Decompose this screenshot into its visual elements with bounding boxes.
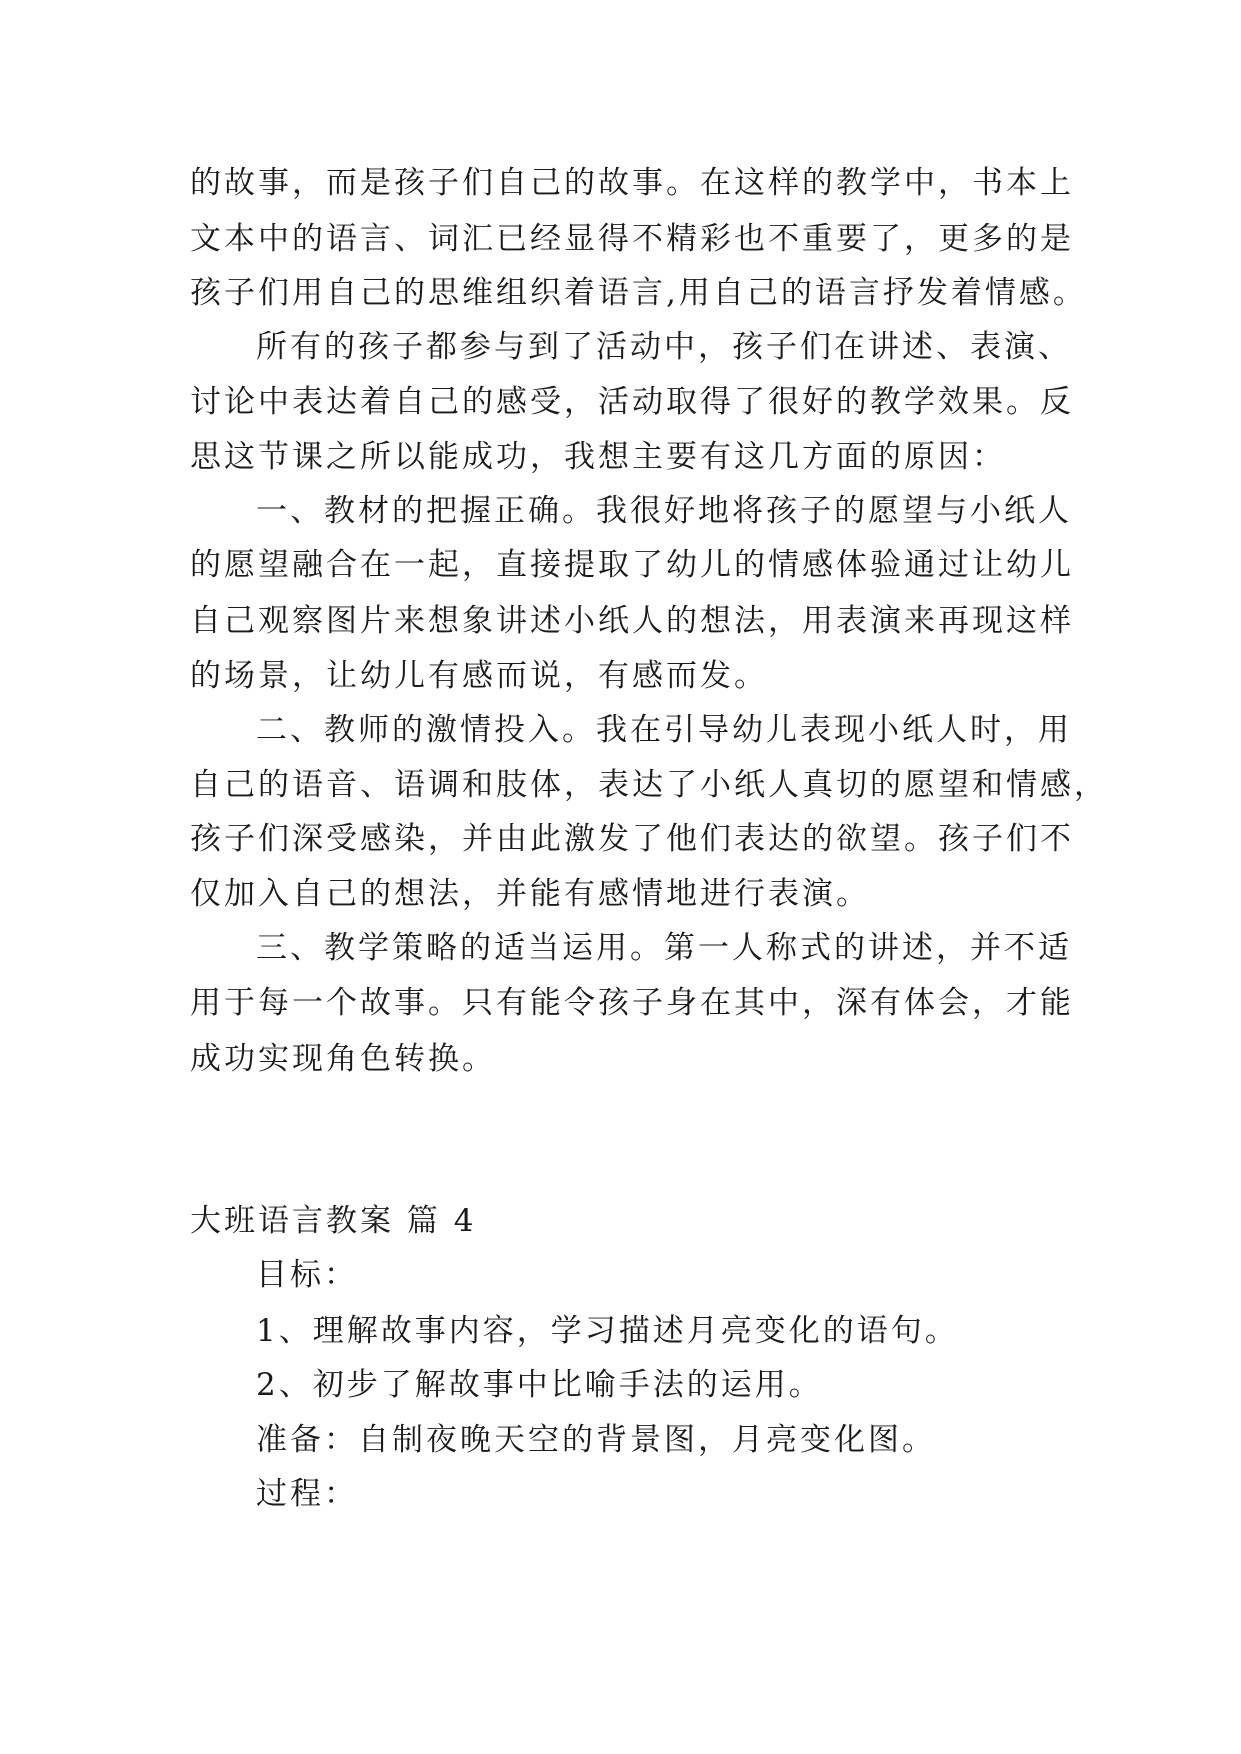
paragraph-line-4: 所有的孩子都参与到了活动中，孩子们在讲述、表演、: [256, 329, 1072, 365]
paragraph-line-14: 仅加入自己的想法，并能有感情地进行表演。: [190, 876, 870, 912]
paragraph-line-10: 的场景，让幼儿有感而说，有感而发。: [190, 658, 768, 694]
paragraph-line-2: 文本中的语言、词汇已经显得不精彩也不重要了，更多的是: [190, 221, 1074, 257]
paragraph-line-7: 一、教材的把握正确。我很好地将孩子的愿望与小纸人: [256, 493, 1072, 529]
paragraph-line-13: 孩子们深受感染，并由此激发了他们表达的欲望。孩子们不: [190, 821, 1074, 857]
paragraph-line-11: 二、教师的激情投入。我在引导幼儿表现小纸人时，用: [256, 712, 1072, 748]
section-line-4: 准备：自制夜晚天空的背景图，月亮变化图。: [256, 1422, 936, 1458]
paragraph-line-8: 的愿望融合在一起，直接提取了幼儿的情感体验通过让幼儿: [190, 547, 1074, 583]
paragraph-line-12: 自己的语音、语调和肢体，表达了小纸人真切的愿望和情感，: [190, 767, 1108, 803]
paragraph-line-5: 讨论中表达着自己的感受，活动取得了很好的教学效果。反: [190, 384, 1074, 420]
paragraph-line-16: 用于每一个故事。只有能令孩子身在其中，深有体会，才能: [190, 985, 1074, 1021]
paragraph-line-15: 三、教学策略的适当运用。第一人称式的讲述，并不适: [256, 930, 1072, 966]
paragraph-line-6: 思这节课之所以能成功，我想主要有这几方面的原因：: [190, 439, 1006, 475]
paragraph-line-9: 自己观察图片来想象讲述小纸人的想法，用表演来再现这样: [190, 603, 1074, 639]
section-line-5: 过程：: [256, 1476, 358, 1512]
section-line-1: 目标：: [256, 1257, 358, 1293]
paragraph-line-17: 成功实现角色转换。: [190, 1041, 496, 1077]
section-line-2: 1、理解故事内容，学习描述月亮变化的语句。: [256, 1313, 959, 1349]
section-line-3: 2、初步了解故事中比喻手法的运用。: [256, 1367, 823, 1403]
section-title: 大班语言教案 篇 4: [190, 1203, 477, 1239]
paragraph-line-3: 孩子们用自己的思维组织着语言,用自己的语言抒发着情感。: [190, 275, 1087, 311]
paragraph-line-1: 的故事，而是孩子们自己的故事。在这样的教学中，书本上: [190, 165, 1074, 201]
